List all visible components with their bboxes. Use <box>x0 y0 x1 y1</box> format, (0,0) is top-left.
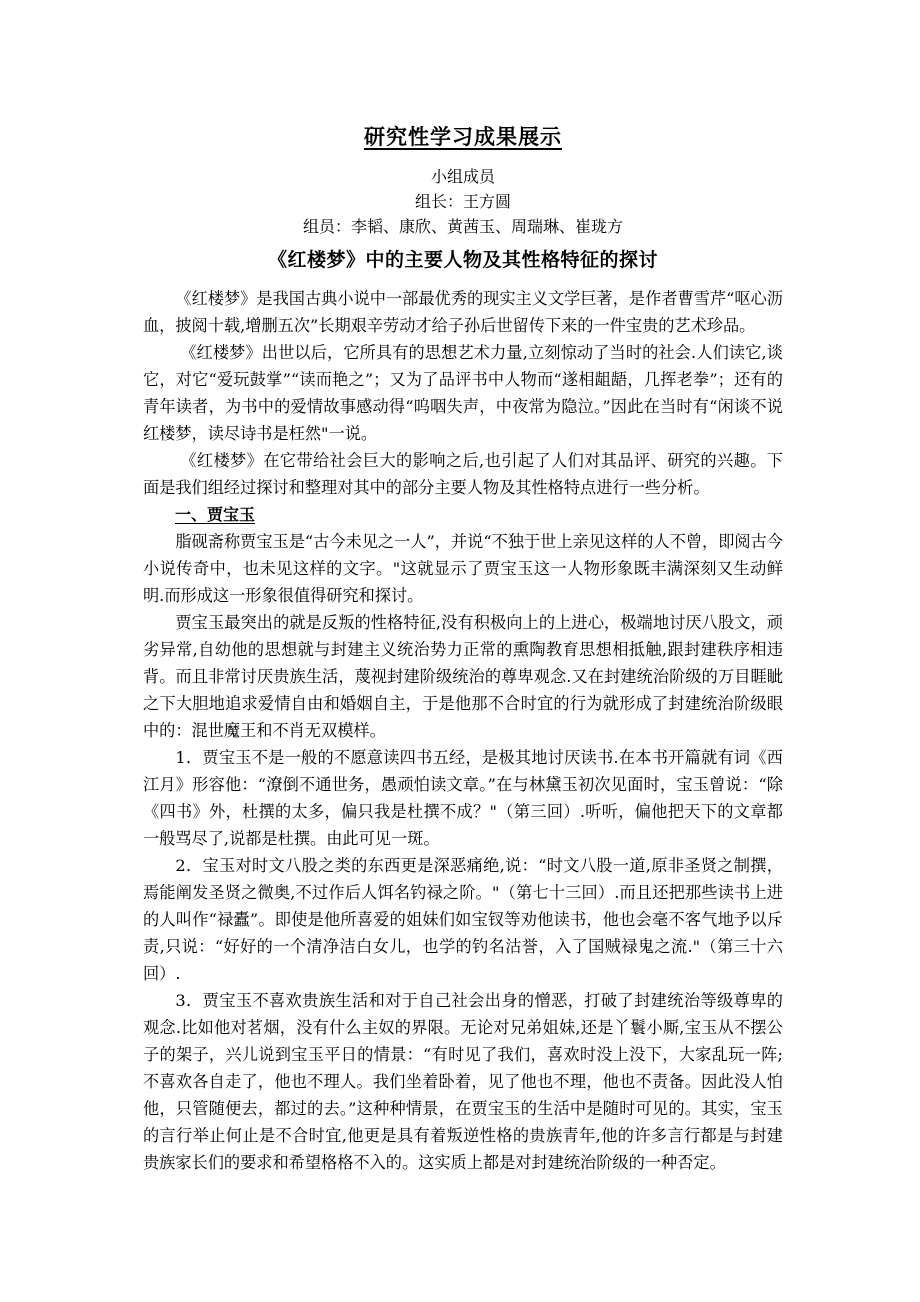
section-heading-text: 一、贾宝玉 <box>175 505 256 524</box>
document-title: 研究性学习成果展示 <box>364 124 562 149</box>
members-label: 小组成员 <box>430 167 495 186</box>
intro-paragraph: 《红楼梦》在它带给社会巨大的影响之后,也引起了人们对其品评、研究的兴趣。下面是我们组经过探讨和整理对其中的部分主要人物及其性格特点进行一些分析。 <box>143 451 783 497</box>
section-paragraph: 脂砚斋称贾宝玉是“古今未见之一人”，并说“不独于世上亲见这样的人不曾，即阅古今小说传奇中，也未见这样的文字。"这就显示了贾宝玉这一人物形象既丰满深刻又生动鲜明.而形成这一形象很值得研究和探讨。 <box>143 532 783 605</box>
document-page <box>143 120 783 1176</box>
leader-line: 组长：王方圆 <box>414 192 511 211</box>
intro-paragraph: 《红楼梦》出世以后，它所具有的思想艺术力量,立刻惊动了当时的社会.人们读它,谈它，对它“爱玩鼓掌”“读而艳之”；又为了品评书中人物而“遂相龃龉，几挥老拳”；还有的青年读者，为书中的爱情故事感动得“呜咽失声，中夜常为隐泣。”因此在当时有“闲谈不说红楼梦，读尽诗书是枉然"一说。 <box>143 343 783 443</box>
section-heading <box>143 501 783 528</box>
intro-paragraph: 《红楼梦》是我国古典小说中一部最优秀的现实主义文学巨著，是作者曹雪芹“呕心沥血，披阅十载,增删五次”长期艰辛劳动才给子孙后世留传下来的一件宝贵的艺术珍品。 <box>143 289 783 335</box>
section-paragraph: 1．贾宝玉不是一般的不愿意读四书五经，是极其地讨厌读书.在本书开篇就有词《西江月》形容他：“潦倒不通世务，愚顽怕读文章。”在与林黛玉初次见面时，宝玉曾说：“除《四书》外，杜撰的太多，偏只我是杜撰不成？"（第三回）.听听，偏他把天下的文章都一般骂尽了,说都是杜撰。由此可见一斑。 <box>143 748 783 848</box>
members-line: 组员：李韬、康欣、黄茜玉、周瑞琳、崔珑方 <box>302 217 623 236</box>
section-paragraph: 贾宝玉最突出的就是反叛的性格特征,没有积极向上的上进心，极端地讨厌八股文，顽劣异常,自幼他的思想就与封建主义统治势力正常的熏陶教育思想相抵触,跟封建秩序相违背。而且非常讨厌贵族生活，蔑视封建阶级统治的尊卑观念.又在封建统治阶级的万目睚眦之下大胆地追求爱情自由和婚姻自主，于是他那不合时宜的行为就形成了封建统治阶级眼中的：混世魔王和不肖无双模样。 <box>143 613 783 740</box>
section-paragraph: 2．宝玉对时文八股之类的东西更是深恶痛绝,说：“时文八股一道,原非圣贤之制撰，焉能阐发圣贤之微奥,不过作后人饵名钓禄之阶。"（第七十三回）.而且还把那些读书上进的人叫作“禄蠹”。即使是他所喜爱的姐妹们如宝钗等劝他读书，他也会毫不客气地予以斥责,只说：“好好的一个清净洁白女儿，也学的钓名沽誉，入了国贼禄鬼之流."（第三十六回）. <box>143 856 783 983</box>
document-subtitle: 《红楼梦》中的主要人物及其性格特征的探讨 <box>267 249 658 271</box>
section-paragraph: 3．贾宝玉不喜欢贵族生活和对于自己社会出身的憎恶，打破了封建统治等级尊卑的观念.比如他对茗烟，没有什么主奴的界限。无论对兄弟姐妹,还是丫鬟小厮,宝玉从不摆公子的架子，兴儿说到宝玉平日的情景：“有时见了我们，喜欢时没上没下，大家乱玩一阵;不喜欢各自走了，他也不理人。我们坐着卧着，见了他也不理，他也不责备。因此没人怕他，只管随便去，都过的去。”这种种情景，在贾宝玉的生活中是随时可见的。其实，宝玉的言行举止何止是不合时宜,他更是具有着叛逆性格的贵族青年,他的许多言行都是与封建贵族家长们的要求和希望格格不入的。这实质上都是对封建统治阶级的一种否定。 <box>143 991 783 1172</box>
